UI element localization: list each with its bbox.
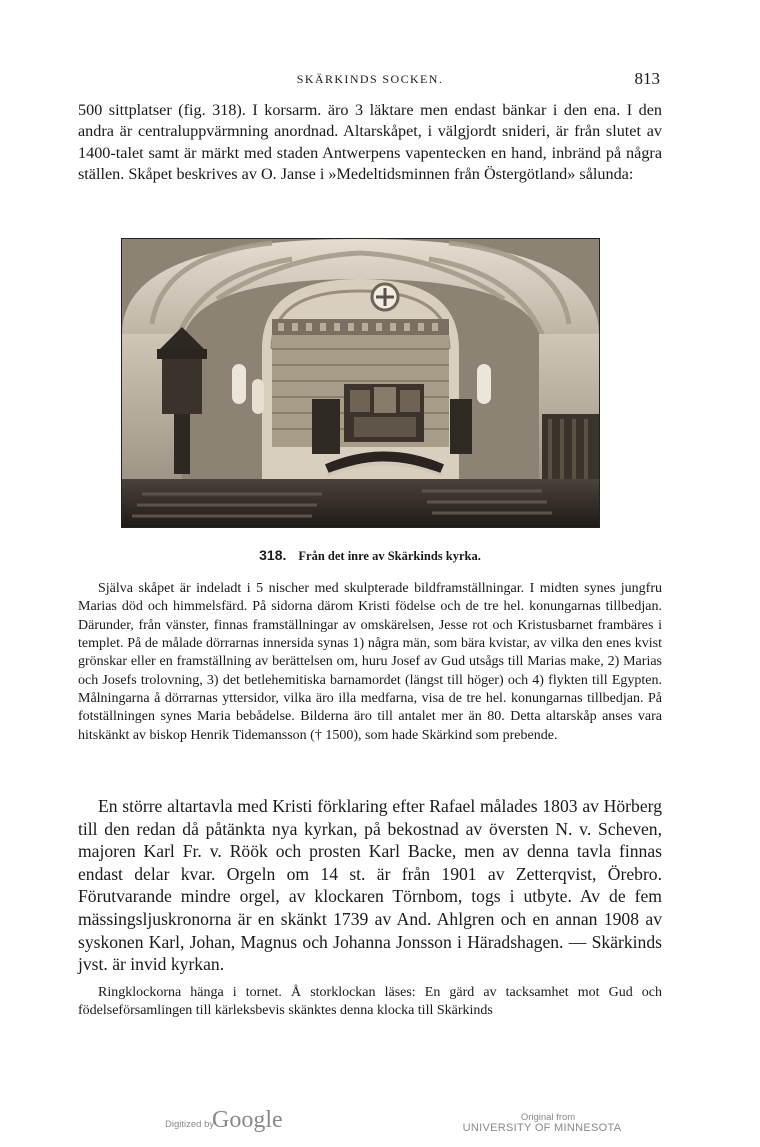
institution-name: UNIVERSITY OF MINNESOTA <box>462 1122 622 1134</box>
paragraph-intro: 500 sittplatser (fig. 318). I korsarm. äro 3 läktare men endast bänkar i den ena. I den andra är centraluppvärmning anordnad. Altarskåpet, i välgjordt snideri, är från slutet av 1400-talet samt är märkt med staden Antwerpens vapentecken en hand, inbränd på några ställen. Skåpet beskrives av O. Janse i »Medeltidsminnen från Östergötland» sålunda: <box>78 101 662 184</box>
digitization-footer <box>0 1103 760 1143</box>
church-interior-photo <box>121 238 600 528</box>
figure-caption <box>78 547 662 564</box>
paragraph-quote: Själva skåpet är indeladt i 5 nischer med skulpterade bildframställningar. I midten synes jungfru Marias död och himmelsfärd. På sidorna därom Kristi födelse och de tre hel. konungarnas tillbedjan. Därunder, från vänster, finnas framställningar av omskärelsen, Jesse rot och Kristusbarnet frambäres i templet. På de målade dörrarnas innersida synas 1) några män, som bära kvistar, av vilka den enes kvist grönskar eller en framställning av berättelsen om, huru Josef av Gud utsågs till Marias make, 2) Marias och Josefs trolovning, 3) det betlehemitiska barnamordet (längst till höger) och 4) flykten till Egypten. Målningarna å dörrarnas yttersidor, vilka äro illa medfarna, visa de tre hel. konungarnas tillbedjan. På fotställningen synes Maria bebådelse. Bilderna äro till antalet mer än 80. Detta altarskåp anses vara hitskänkt av biskop Henrik Tidemansson († 1500), som hade Skärkind som prebende. <box>78 581 662 743</box>
figure-number: 318. <box>259 547 287 563</box>
original-from-label: Original from <box>520 1112 576 1123</box>
running-head <box>78 69 662 92</box>
figure-caption-text: Från det inre av Skärkinds kyrka. <box>298 549 481 563</box>
google-logo: Google <box>212 1107 283 1133</box>
paragraph-ringklockor: Ringklockorna hänga i tornet. Å storklockan läses: En gärd av tacksamhet mot Gud och födelseförsamlingen till kärleksbevis skänktes denna klocka till Skärkinds <box>78 985 662 1018</box>
page-number: 813 <box>634 69 660 88</box>
running-head-title: SKÄRKINDS SOCKEN. <box>296 72 444 86</box>
paragraph-altartavla: En större altartavla med Kristi förklaring efter Rafael målades 1803 av Hörberg till den redan då påtänkta nya kyrkan, på bekostnad av översten N. v. Scheven, majoren Karl Fr. v. Röök och prosten Karl Backe, men av denna tavla finnas endast delar kvar. Orgeln om 14 st. är från 1901 av Zetterqvist, Örebro. Förutvarande mindre orgel, av klockaren Törnbom, togs i utbyte. Av de fem mässingsljuskronorna är en skänkt 1739 av And. Ahlgren och en annan 1908 av syskonen Karl, Johan, Magnus och Johanna Jonsson i Häradshagen. — Skärkinds jvst. är invid kyrkan. <box>78 796 662 975</box>
digitized-label: Digitized by <box>165 1119 215 1130</box>
